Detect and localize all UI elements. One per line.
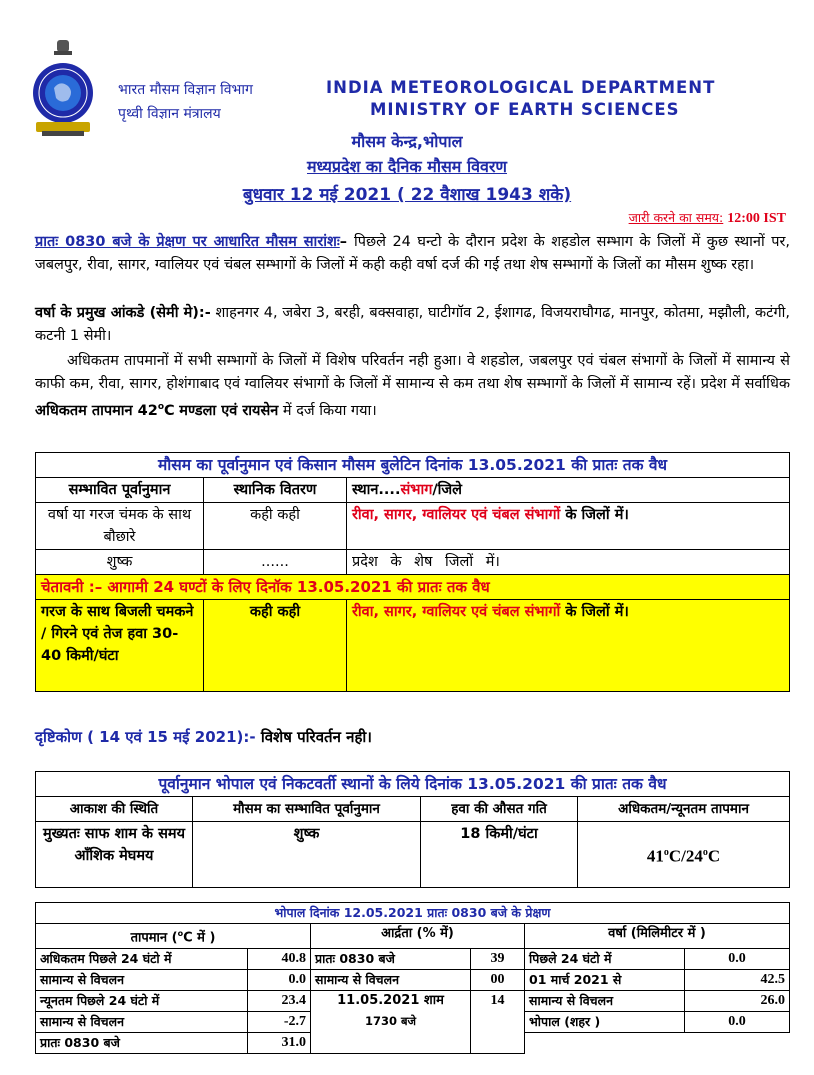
rain-row-label: 01 मार्च 2021 से [525, 970, 685, 991]
temp-row-label: सामान्य से विचलन [36, 970, 248, 991]
warning-row-thunder: गरज के साथ बिजली चमकने / गिरने एवं तेज हवा 30-40 किमी/घंटा [36, 600, 204, 692]
rain-row-value: 0.0 [685, 949, 790, 970]
summary-text: पिछले 24 घन्टो के दौरान प्रदेश के शहडोल सम्भाग के जिलों में कुछ स्थानों पर, जबलपुर, रीवा, सागर, ग्वालियर एवं चंबल सम्भागों के जिलों में कही कही वर्षा दर्ज की गई तथा शेष सम्भागों के जिलों का मौसम शुष्क रहा। [35, 234, 790, 273]
wind-col-header: हवा की औसत गति [421, 797, 578, 822]
distribution-row-rain: कही कही [204, 503, 347, 550]
rain-row-label: भोपाल (शहर ) [525, 1012, 685, 1033]
humidity-header: आर्द्रता (% में) [311, 924, 525, 949]
header-english-ministry: MINISTRY OF EARTH SCIENCES [370, 100, 680, 119]
place-row-rain: रीवा, सागर, ग्वालियर एवं चंबल संभागों के जिलों में। [347, 503, 790, 550]
forecast-row-rain: वर्षा या गरज चंमक के साथ बौछारे [36, 503, 204, 550]
temp-value: 41$^o$C/24$^o$C [578, 822, 790, 888]
warning-place: रीवा, सागर, ग्वालियर एवं चंबल संभागों के जिलों में। [347, 600, 790, 692]
place-col-header: स्थान....संभाग/जिले [347, 478, 790, 503]
issue-time-label: जारी करने का समय: [628, 210, 724, 225]
rain-row-label: सामान्य से विचलन [525, 991, 685, 1012]
temp-row-value: -2.7 [248, 1012, 311, 1033]
rainfall-heading: वर्षा के प्रमुख आंकडे (सेमी मे):- [35, 305, 211, 321]
met-centre-title: मौसम केन्द्र,भोपाल [351, 132, 463, 151]
temp-row-value: 23.4 [248, 991, 311, 1012]
rain-header: वर्षा (मिलिमीटर में ) [525, 924, 790, 949]
warning-distribution: कही कही [204, 600, 347, 692]
temperature-text: अधिकतम तापमानों में सभी सम्भागों के जिलों में विशेष परिवर्तन नही हुआ। वे शहडोल, जबलपुर एवं चंबल संभागों के जिलों में सामान्य से काफी कम, रीवा, सागर, होशंगाबाद एवं ग्वालियर संभागों के जिलों में सामान्य से कम तथा शेष सम्भागों के जिलों में सामान्य रहें। प्रदेश में सर्वाधिक [35, 353, 790, 392]
observations-table [35, 902, 790, 1054]
temp-row-label: प्रातः 0830 बजे [36, 1033, 248, 1054]
header-english-dept: INDIA METEOROLOGICAL DEPARTMENT [326, 78, 716, 97]
issue-time [629, 209, 786, 227]
hum-row-label: सामान्य से विचलन [311, 970, 471, 991]
warning-title: चेतावनी :– आगामी 24 घण्टों के लिए दिनॉक 13.05.2021 की प्रातः तक वैध [36, 575, 790, 600]
distribution-col-header: स्थानिक वितरण [204, 478, 347, 503]
rainfall-text: शाहनगर 4, जबेरा 3, बरही, बक्सवाहा, घाटीगॉव 2, ईशागढ, विजयराघौगढ, मानपुर, कोतमा, मझौली, कटंगी, कटनी 1 सेमी। [35, 305, 791, 344]
forecast-table [35, 452, 790, 692]
hum-evening-value: 14 [471, 991, 525, 1054]
hum-row-value: 39 [471, 949, 525, 970]
forecast-col-header: सम्भावित पूर्वानुमान [36, 478, 204, 503]
sky-col-header: आकाश की स्थिति [36, 797, 193, 822]
place-row-dry: प्रदेश के शेष जिलों में। [347, 550, 790, 575]
temp-header: तापमान ($^o$C में ) [36, 924, 311, 949]
weather-summary: प्रातः 0830 बजे के प्रेक्षण पर आधारित मौसम सारांशः– पिछले 24 घन्टो के दौरान प्रदेश के शहडोल सम्भाग के जिलों में कुछ स्थानों पर, जबलपुर, रीवा, सागर, ग्वालियर एवं चंबल सम्भागों के जिलों में कही कही वर्षा दर्ज की गई तथा शेष सम्भागों के जिलों का मौसम शुष्क रहा। [35, 234, 790, 273]
rain-row-value: 42.5 [685, 970, 790, 991]
temp-row-label: सामान्य से विचलन [36, 1012, 248, 1033]
weather-col-header: मौसम का सम्भावित पूर्वानुमान [193, 797, 421, 822]
weather-value: शुष्क [193, 822, 421, 888]
outlook [35, 727, 372, 747]
imd-emblem-logo [28, 38, 98, 138]
rainfall-summary [35, 302, 790, 348]
temp-row-label: न्यूनतम पिछले 24 घंटो में [36, 991, 248, 1012]
rain-row-value: 0.0 [685, 1012, 790, 1033]
hum-evening-label: 11.05.2021 शाम 1730 बजे [311, 991, 471, 1054]
forecast-row-dry: शुष्क [36, 550, 204, 575]
temp-row-value: 0.0 [248, 970, 311, 991]
hum-row-label: प्रातः 0830 बजे [311, 949, 471, 970]
rain-row-value: 26.0 [685, 991, 790, 1012]
sky-value: मुख्यतः साफ शाम के समय आँशिक मेघमय [36, 822, 193, 888]
temp-row-value: 40.8 [248, 949, 311, 970]
distribution-row-dry: ...... [204, 550, 347, 575]
bulletin-date: बुधवार 12 मई 2021 ( 22 वैशाख 1943 शके) [242, 185, 572, 205]
wind-value: 18 किमी/घंटा [421, 822, 578, 888]
forecast-title: मौसम का पूर्वानुमान एवं किसान मौसम बुलेटिन दिनांक 13.05.2021 की प्रातः तक वैध [36, 453, 790, 478]
outlook-heading: दृष्टिकोण ( 14 एवं 15 मई 2021):- [35, 728, 256, 746]
bhopal-forecast-title: पूर्वानुमान भोपाल एवं निकटवर्ती स्थानों के लिये दिनांक 13.05.2021 की प्रातः तक वैध [36, 772, 790, 797]
rain-row-label: पिछले 24 घंटो में [525, 949, 685, 970]
summary-heading: प्रातः 0830 बजे के प्रेक्षण पर आधारित मौसम सारांशः [35, 234, 340, 250]
hum-row-value: 00 [471, 970, 525, 991]
observations-title: भोपाल दिनांक 12.05.2021 प्रातः 0830 बजे के प्रेक्षण [36, 903, 790, 924]
temperature-summary: अधिकतम तापमानों में सभी सम्भागों के जिलों में विशेष परिवर्तन नही हुआ। वे शहडोल, जबलपुर एवं चंबल संभागों के जिलों में सामान्य से काफी कम, रीवा, सागर, होशंगाबाद एवं ग्वालियर संभागों के जिलों में सामान्य से कम तथा शेष सम्भागों के जिलों में सामान्य रहें। प्रदेश में सर्वाधिक अधिकतम तापमान 42$^o$C मण्डला एवं रायसेन में दर्ज किया गया। [35, 353, 790, 419]
temp-col-header: अधिकतम/न्यूनतम तापमान [578, 797, 790, 822]
header-hindi-dept: भारत मौसम विज्ञान विभाग [118, 82, 253, 98]
issue-time-value: 12:00 IST [727, 211, 786, 226]
bhopal-forecast-table [35, 771, 790, 888]
header-hindi-ministry: पृथ्वी विज्ञान मंत्रालय [118, 106, 221, 122]
bulletin-title: मध्यप्रदेश का दैनिक मौसम विवरण [306, 157, 507, 176]
temp-row-value: 31.0 [248, 1033, 311, 1054]
outlook-text: विशेष परिवर्तन नही। [255, 728, 372, 746]
temp-row-label: अधिकतम पिछले 24 घंटो में [36, 949, 248, 970]
